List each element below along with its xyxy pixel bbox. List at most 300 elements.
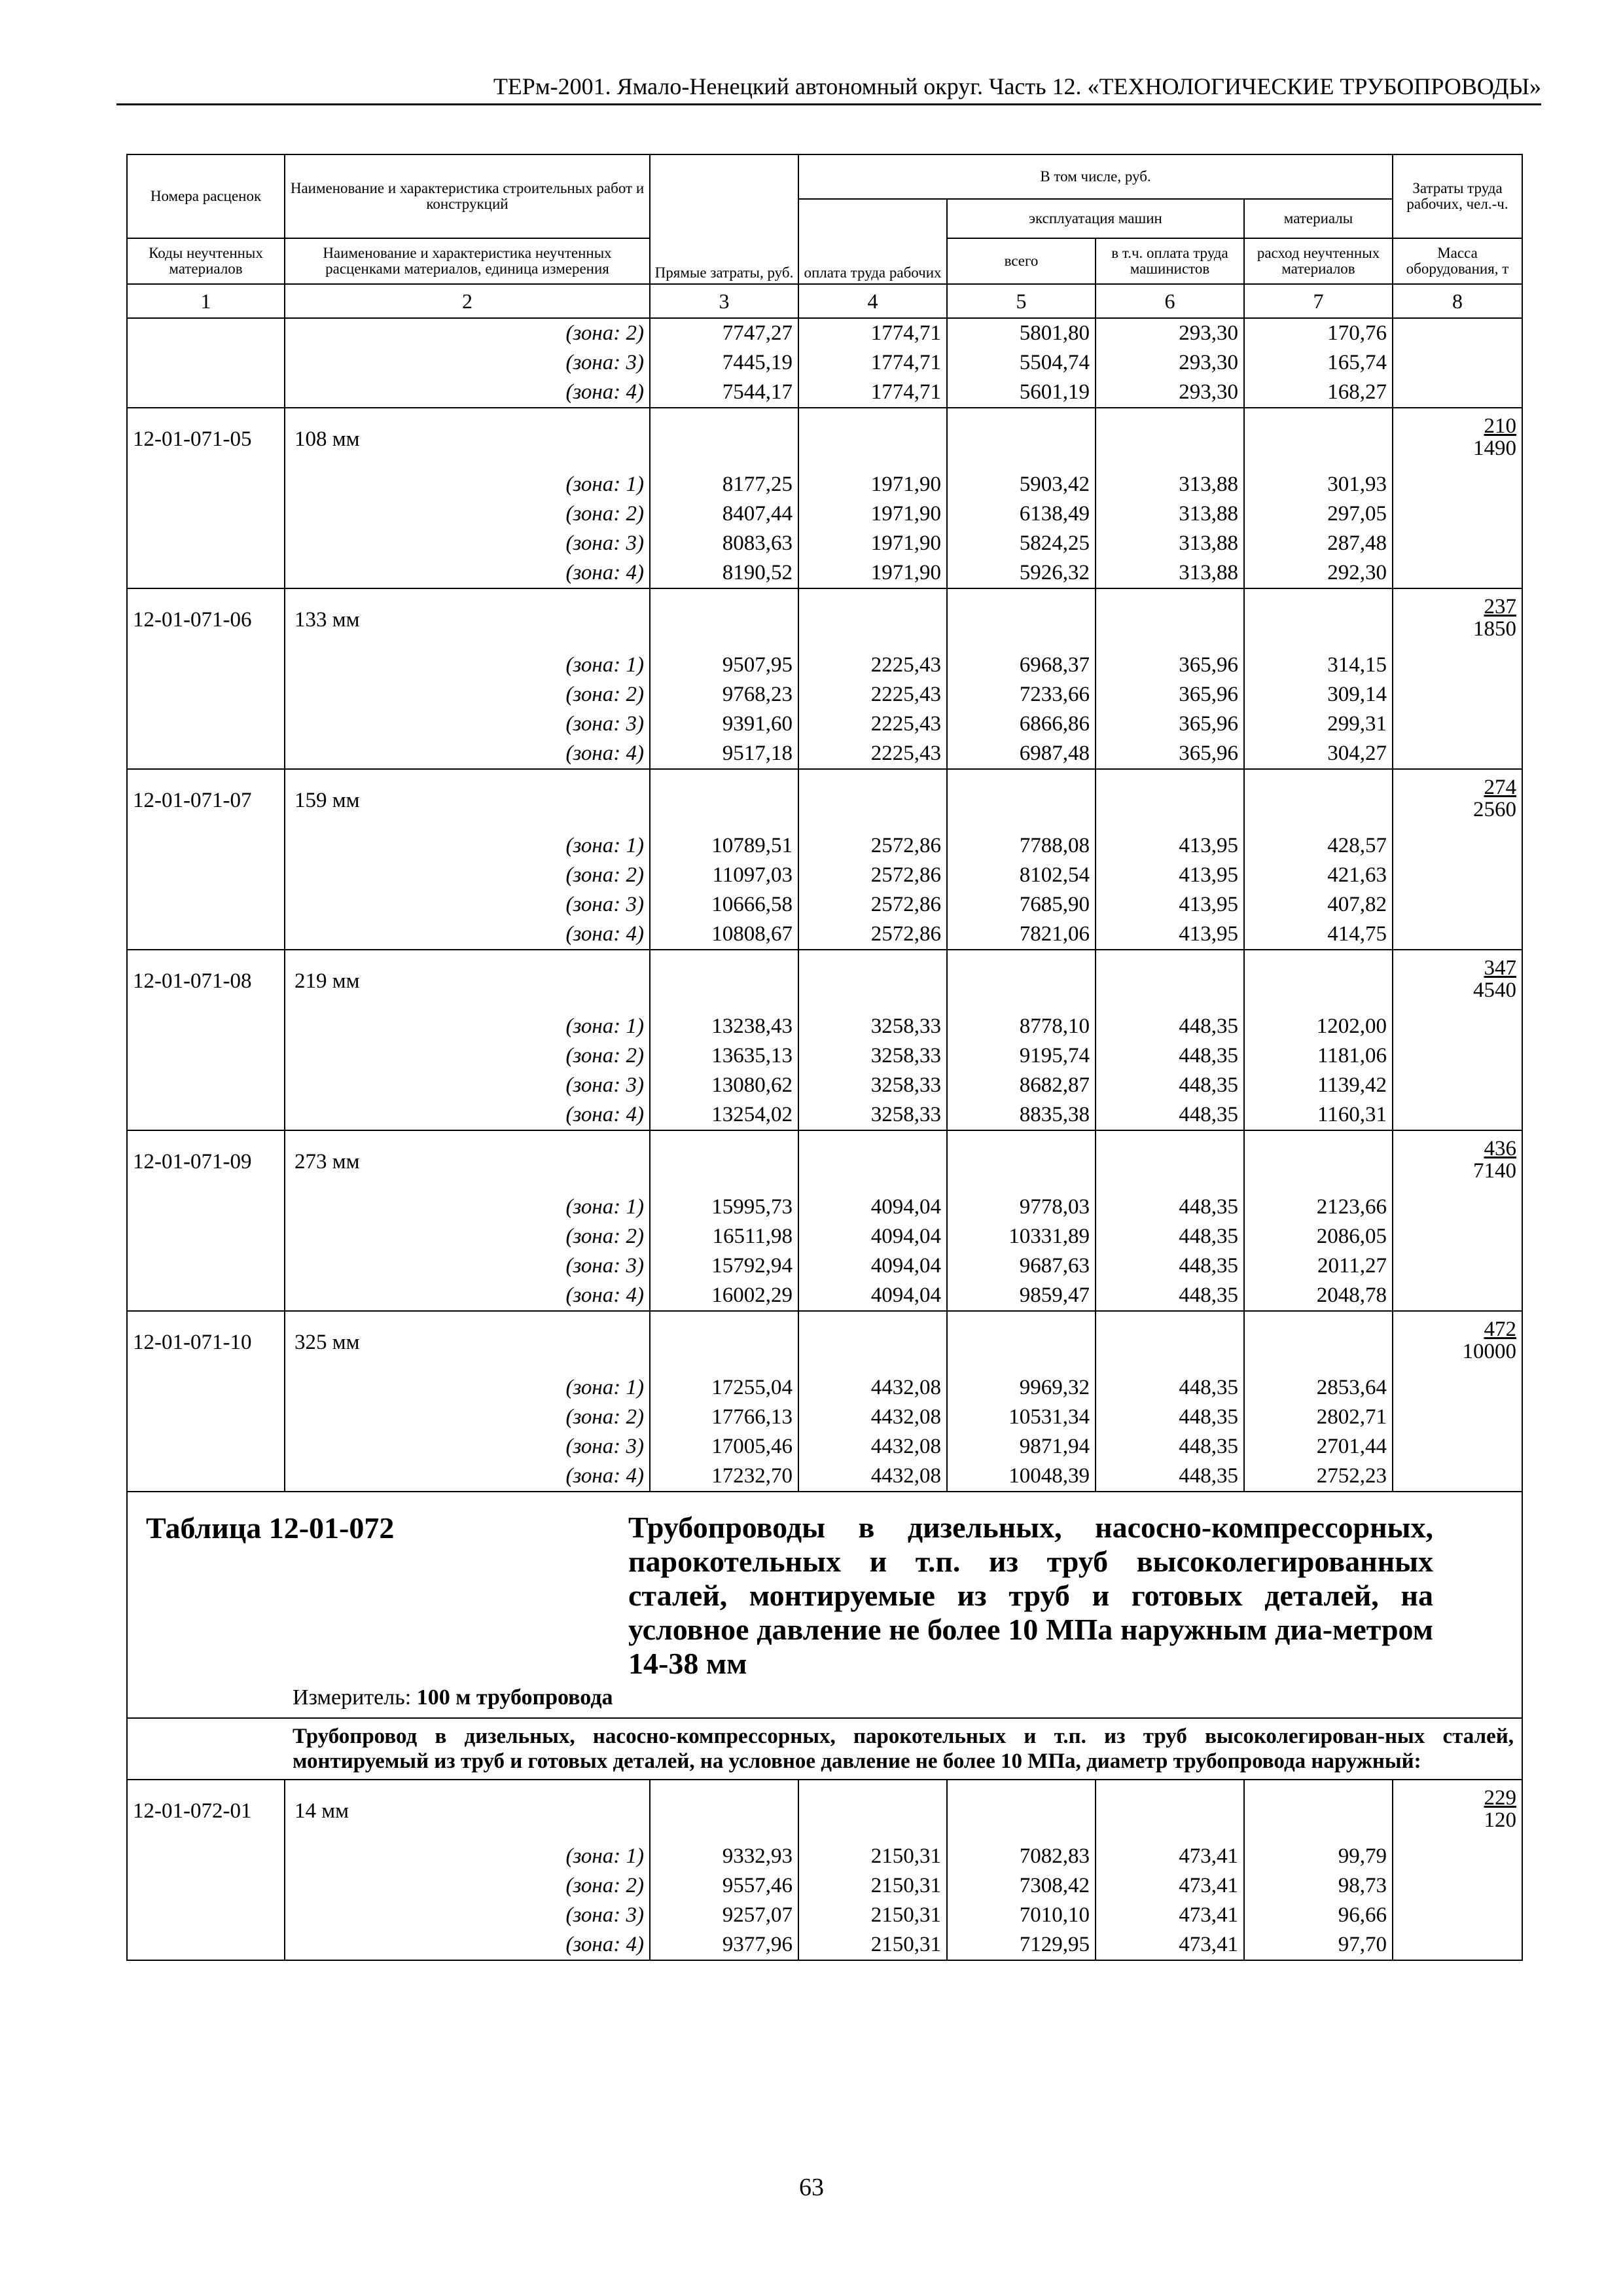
empty-cell [1393,890,1522,920]
zone-label: (зона: 3) [285,529,650,558]
value-cell: 7821,06 [947,920,1096,950]
measure-unit [128,1683,1522,1712]
value-cell: 13635,13 [650,1041,798,1071]
value-cell: 5801,80 [947,318,1096,348]
value-cell: 17005,46 [650,1432,798,1462]
table-row [127,680,1522,709]
value-cell: 6138,49 [947,499,1096,529]
empty-cell [1244,1311,1393,1373]
value-cell: 7082,83 [947,1842,1096,1871]
empty-cell [947,1130,1096,1193]
empty-cell [1393,1100,1522,1130]
empty-cell [947,950,1096,1012]
value-cell: 2572,86 [798,890,947,920]
rate-code-row [127,769,1522,831]
value-cell: 313,88 [1096,470,1244,499]
zone-label: (зона: 2) [285,861,650,890]
value-cell: 8407,44 [650,499,798,529]
value-cell: 313,88 [1096,529,1244,558]
zone-label: (зона: 1) [285,1193,650,1222]
group-description: Трубопровод в дизельных, насосно-компрессорных, парокотельных и т.п. из труб высоколегирован-ных сталей, монтируемый из труб и готовых деталей, на условное давление не более 10 МПа, диаметр трубопровода наружный: [127,1718,1522,1780]
table-row [127,890,1522,920]
value-cell: 1202,00 [1244,1012,1393,1041]
table-row [127,529,1522,558]
page-number: 63 [799,2174,824,2201]
empty-cell [127,1222,285,1251]
value-cell: 2225,43 [798,680,947,709]
zone-label: (зона: 2) [285,1041,650,1071]
value-cell: 292,30 [1244,558,1393,588]
empty-cell [1244,1130,1393,1193]
value-cell: 448,35 [1096,1222,1244,1251]
value-cell: 1774,71 [798,318,947,348]
col-header-1a: Номера расценок [127,154,285,238]
value-cell: 1774,71 [798,348,947,378]
empty-cell [650,1780,798,1842]
running-header: ТЕРм-2001. Ямало-Ненецкий автономный округ. Часть 12. «ТЕХНОЛОГИЧЕСКИЕ ТРУБОПРОВОДЫ» [116,71,1541,105]
value-cell: 365,96 [1096,739,1244,769]
table-row [127,499,1522,529]
value-cell: 2225,43 [798,739,947,769]
zone-label: (зона: 4) [285,378,650,408]
value-cell: 4094,04 [798,1222,947,1251]
value-cell: 165,74 [1244,348,1393,378]
value-cell: 16002,29 [650,1281,798,1311]
value-cell: 2225,43 [798,709,947,739]
value-cell: 2572,86 [798,920,947,950]
empty-cell [127,831,285,861]
rate-code-row [127,1780,1522,1842]
labor-value: 210 [1484,414,1517,438]
value-cell: 8835,38 [947,1100,1096,1130]
empty-cell [947,408,1096,470]
value-cell: 9871,94 [947,1432,1096,1462]
mass-value: 4540 [1473,978,1517,1002]
empty-cell [1393,470,1522,499]
column-number: 3 [650,284,798,318]
col-header-8b: Масса оборудования, т [1393,238,1522,284]
value-cell: 98,73 [1244,1871,1393,1901]
value-cell: 3258,33 [798,1012,947,1041]
empty-cell [798,769,947,831]
item-name: 219 мм [285,950,650,1012]
empty-cell [1393,1432,1522,1462]
table-row [127,470,1522,499]
empty-cell [1244,1780,1393,1842]
labor-mass-fraction [1473,776,1516,821]
table-row [127,1901,1522,1930]
value-cell: 5926,32 [947,558,1096,588]
labor-value: 229 [1484,1786,1517,1810]
table-row [127,1842,1522,1871]
empty-cell [127,651,285,680]
labor-mass [1393,1311,1522,1373]
column-number: 1 [127,284,285,318]
zone-label: (зона: 4) [285,1281,650,1311]
col-header-5: всего [947,238,1096,284]
mass-value: 2560 [1473,798,1517,821]
value-cell: 17255,04 [650,1373,798,1403]
value-cell: 10531,34 [947,1403,1096,1432]
empty-cell [650,1311,798,1373]
table-row [127,651,1522,680]
value-cell: 9332,93 [650,1842,798,1871]
value-cell: 4094,04 [798,1251,947,1281]
rate-code: 12-01-071-06 [127,588,285,651]
labor-mass-fraction [1473,1138,1516,1182]
empty-cell [1244,588,1393,651]
labor-mass-fraction [1484,1787,1517,1831]
value-cell: 293,30 [1096,378,1244,408]
labor-mass [1393,1130,1522,1193]
rate-code: 12-01-072-01 [127,1780,285,1842]
col-header-mach: эксплуатация машин [947,199,1244,238]
value-cell: 365,96 [1096,651,1244,680]
zone-label: (зона: 4) [285,920,650,950]
value-cell: 9687,63 [947,1251,1096,1281]
value-cell: 10048,39 [947,1462,1096,1492]
value-cell: 1160,31 [1244,1100,1393,1130]
empty-cell [127,1071,285,1100]
value-cell: 1139,42 [1244,1071,1393,1100]
zone-label: (зона: 2) [285,1222,650,1251]
value-cell: 299,31 [1244,709,1393,739]
item-name: 133 мм [285,588,650,651]
value-cell: 287,48 [1244,529,1393,558]
empty-cell [127,1012,285,1041]
value-cell: 7544,17 [650,378,798,408]
value-cell: 9778,03 [947,1193,1096,1222]
value-cell: 170,76 [1244,318,1393,348]
labor-mass-fraction [1473,957,1516,1001]
value-cell: 4094,04 [798,1281,947,1311]
empty-cell [1096,408,1244,470]
labor-value: 237 [1484,595,1517,619]
value-cell: 448,35 [1096,1373,1244,1403]
value-cell: 1971,90 [798,470,947,499]
value-cell: 97,70 [1244,1930,1393,1960]
value-cell: 4432,08 [798,1432,947,1462]
empty-cell [127,1281,285,1311]
empty-cell [1393,709,1522,739]
labor-mass [1393,950,1522,1012]
empty-cell [127,1842,285,1871]
value-cell: 5824,25 [947,529,1096,558]
value-cell: 448,35 [1096,1462,1244,1492]
empty-cell [1393,861,1522,890]
value-cell: 301,93 [1244,470,1393,499]
table-row [127,1281,1522,1311]
item-name: 108 мм [285,408,650,470]
table-row [127,861,1522,890]
value-cell: 5903,42 [947,470,1096,499]
table-row [127,1251,1522,1281]
empty-cell [947,769,1096,831]
value-cell: 3258,33 [798,1100,947,1130]
value-cell: 448,35 [1096,1281,1244,1311]
empty-cell [650,588,798,651]
zone-label: (зона: 4) [285,558,650,588]
zone-label: (зона: 3) [285,709,650,739]
table-row [127,1012,1522,1041]
empty-cell [1393,378,1522,408]
value-cell: 2853,64 [1244,1373,1393,1403]
value-cell: 96,66 [1244,1901,1393,1930]
empty-cell [650,950,798,1012]
labor-mass-fraction [1473,415,1516,459]
col-header-mat: материалы [1244,199,1393,238]
value-cell: 9768,23 [650,680,798,709]
value-cell: 413,95 [1096,890,1244,920]
table-row [127,1222,1522,1251]
value-cell: 2701,44 [1244,1432,1393,1462]
table-row [127,1930,1522,1960]
empty-cell [1393,1281,1522,1311]
col-header-1b: Коды неучтенных материалов [127,238,285,284]
empty-cell [127,1462,285,1492]
value-cell: 6987,48 [947,739,1096,769]
zone-label: (зона: 2) [285,499,650,529]
empty-cell [1393,1901,1522,1930]
empty-cell [127,1432,285,1462]
table-heading-row [127,1492,1522,1718]
empty-cell [1393,1930,1522,1960]
value-cell: 473,41 [1096,1871,1244,1901]
value-cell: 3258,33 [798,1041,947,1071]
value-cell: 10666,58 [650,890,798,920]
labor-mass [1393,408,1522,470]
value-cell: 2752,23 [1244,1462,1393,1492]
labor-value: 347 [1484,956,1517,980]
rate-code-row [127,588,1522,651]
table-row [127,920,1522,950]
table-row [127,378,1522,408]
mass-value: 10000 [1462,1340,1517,1363]
rate-code: 12-01-071-07 [127,769,285,831]
empty-cell [650,769,798,831]
value-cell: 15995,73 [650,1193,798,1222]
value-cell: 8177,25 [650,470,798,499]
value-cell: 4094,04 [798,1193,947,1222]
value-cell: 414,75 [1244,920,1393,950]
empty-cell [798,408,947,470]
rates-table [126,154,1523,1961]
empty-cell [127,529,285,558]
rate-code: 12-01-071-08 [127,950,285,1012]
table-row [127,1041,1522,1071]
empty-cell [1244,950,1393,1012]
value-cell: 413,95 [1096,831,1244,861]
empty-cell [1393,318,1522,348]
col-header-incl: В том числе, руб. [798,154,1393,199]
value-cell: 293,30 [1096,348,1244,378]
empty-cell [1393,920,1522,950]
value-cell: 6968,37 [947,651,1096,680]
value-cell: 313,88 [1096,558,1244,588]
table-heading [127,1492,1522,1718]
empty-cell [650,408,798,470]
empty-cell [1393,1871,1522,1901]
value-cell: 421,63 [1244,861,1393,890]
column-number: 5 [947,284,1096,318]
empty-cell [798,1130,947,1193]
value-cell: 4432,08 [798,1462,947,1492]
value-cell: 448,35 [1096,1012,1244,1041]
value-cell: 1971,90 [798,529,947,558]
empty-cell [1244,408,1393,470]
labor-mass [1393,588,1522,651]
empty-cell [1096,1130,1244,1193]
empty-cell [798,1780,947,1842]
zone-label: (зона: 4) [285,1462,650,1492]
value-cell: 99,79 [1244,1842,1393,1871]
item-name: 14 мм [285,1780,650,1842]
empty-cell [127,1251,285,1281]
value-cell: 8083,63 [650,529,798,558]
item-name: 325 мм [285,1311,650,1373]
empty-cell [127,1403,285,1432]
mass-value: 120 [1484,1808,1517,1832]
empty-cell [127,920,285,950]
zone-label: (зона: 3) [285,1071,650,1100]
value-cell: 9195,74 [947,1041,1096,1071]
empty-cell [1393,1193,1522,1222]
value-cell: 473,41 [1096,1930,1244,1960]
zone-label: (зона: 1) [285,1012,650,1041]
rate-code-row [127,1311,1522,1373]
empty-cell [1393,680,1522,709]
empty-cell [1393,348,1522,378]
value-cell: 15792,94 [650,1251,798,1281]
empty-cell [1393,1222,1522,1251]
empty-cell [127,1871,285,1901]
empty-cell [1393,1071,1522,1100]
table-row [127,1193,1522,1222]
value-cell: 7233,66 [947,680,1096,709]
value-cell: 9391,60 [650,709,798,739]
value-cell: 3258,33 [798,1071,947,1100]
table-label: Таблица 12-01-072 [146,1511,395,1545]
value-cell: 2150,31 [798,1930,947,1960]
value-cell: 9257,07 [650,1901,798,1930]
value-cell: 13238,43 [650,1012,798,1041]
zone-label: (зона: 3) [285,1251,650,1281]
empty-cell [127,739,285,769]
empty-cell [1096,950,1244,1012]
labor-mass [1393,769,1522,831]
table-row [127,1100,1522,1130]
value-cell: 9969,32 [947,1373,1096,1403]
value-cell: 2086,05 [1244,1222,1393,1251]
value-cell: 13080,62 [650,1071,798,1100]
measure-label: Измеритель: [293,1685,417,1710]
value-cell: 4432,08 [798,1403,947,1432]
zone-label: (зона: 3) [285,1432,650,1462]
empty-cell [1393,1373,1522,1403]
empty-cell [1393,1251,1522,1281]
empty-cell [1393,651,1522,680]
table-title: Трубопроводы в дизельных, насосно-компрессорных, парокотельных и т.п. из труб высоколегированных сталей, монтируемые из труб и готовых деталей, на условное давление не более 10 МПа наружным диа-метром 14-38 мм [628,1511,1433,1680]
empty-cell [127,1041,285,1071]
value-cell: 8190,52 [650,558,798,588]
rate-code: 12-01-071-09 [127,1130,285,1193]
empty-cell [1393,529,1522,558]
empty-cell [1393,1012,1522,1041]
value-cell: 9377,96 [650,1930,798,1960]
empty-cell [127,1930,285,1960]
value-cell: 473,41 [1096,1901,1244,1930]
value-cell: 2572,86 [798,831,947,861]
empty-cell [1393,1041,1522,1071]
table-row [127,709,1522,739]
table-row [127,1403,1522,1432]
value-cell: 2225,43 [798,651,947,680]
value-cell: 7445,19 [650,348,798,378]
empty-cell [1393,1462,1522,1492]
value-cell: 9517,18 [650,739,798,769]
value-cell: 10808,67 [650,920,798,950]
labor-value: 472 [1484,1318,1517,1341]
value-cell: 448,35 [1096,1193,1244,1222]
value-cell: 17766,13 [650,1403,798,1432]
value-cell: 7788,08 [947,831,1096,861]
value-cell: 448,35 [1096,1251,1244,1281]
table-row [127,831,1522,861]
value-cell: 309,14 [1244,680,1393,709]
empty-cell [127,890,285,920]
col-header-7: расход неучтенных материалов [1244,238,1393,284]
value-cell: 314,15 [1244,651,1393,680]
value-cell: 2011,27 [1244,1251,1393,1281]
value-cell: 6866,86 [947,709,1096,739]
zone-label: (зона: 2) [285,1871,650,1901]
labor-value: 436 [1484,1137,1517,1160]
measure-value: 100 м трубопровода [416,1685,613,1710]
labor-mass-fraction [1473,596,1516,640]
empty-cell [127,348,285,378]
value-cell: 8682,87 [947,1071,1096,1100]
value-cell: 2150,31 [798,1842,947,1871]
zone-label: (зона: 4) [285,1100,650,1130]
value-cell: 2123,66 [1244,1193,1393,1222]
col-header-4: оплата труда рабочих [798,199,947,284]
value-cell: 7010,10 [947,1901,1096,1930]
value-cell: 1971,90 [798,499,947,529]
value-cell: 9557,46 [650,1871,798,1901]
zone-label: (зона: 2) [285,680,650,709]
item-name: 273 мм [285,1130,650,1193]
value-cell: 448,35 [1096,1432,1244,1462]
empty-cell [947,588,1096,651]
column-number: 4 [798,284,947,318]
zone-label: (зона: 3) [285,890,650,920]
empty-cell [127,1901,285,1930]
table-row [127,739,1522,769]
labor-mass-fraction [1463,1318,1517,1363]
value-cell: 365,96 [1096,680,1244,709]
empty-cell [1393,1842,1522,1871]
value-cell: 293,30 [1096,318,1244,348]
rate-code-row [127,408,1522,470]
rate-code: 12-01-071-05 [127,408,285,470]
table-row [127,1373,1522,1403]
value-cell: 9507,95 [650,651,798,680]
value-cell: 407,82 [1244,890,1393,920]
empty-cell [1244,769,1393,831]
empty-cell [798,950,947,1012]
col-header-2b: Наименование и характеристика неучтенных расценками материалов, единица измерения [285,238,650,284]
rate-code: 12-01-071-10 [127,1311,285,1373]
